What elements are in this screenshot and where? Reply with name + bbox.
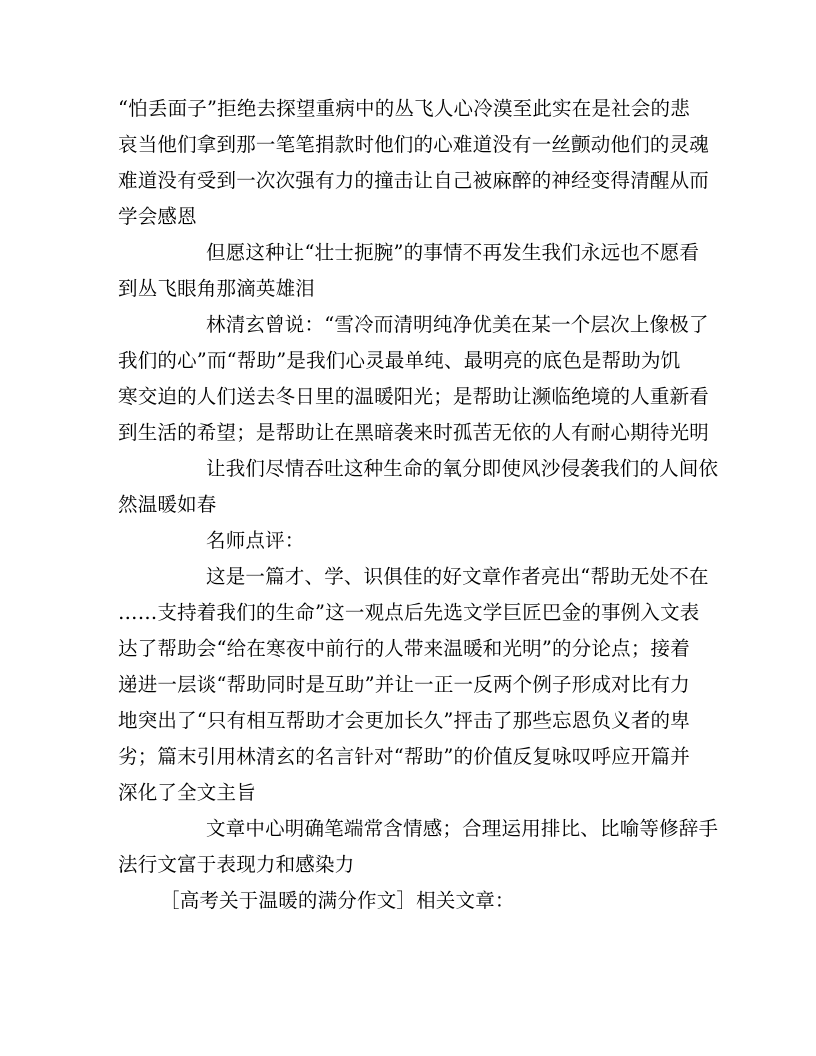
paragraph-start-line: 这是一篇才、学、识俱佳的好文章作者亮出“帮助无处不在 [206,565,709,588]
body-text-line: 劣；篇末引用林清玄的名言针对“帮助”的价值反复咏叹呼应开篇并 [118,745,690,768]
body-text-line: 寒交迫的人们送去冬日里的温暖阳光；是帮助让濒临绝境的人重新看 [118,385,710,408]
body-text-line: 法行文富于表现力和感染力 [118,853,355,876]
body-text-line: 哀当他们拿到那一笔笔捐款时他们的心难道没有一丝颤动他们的灵魂 [118,133,710,156]
paragraph-start-line: 但愿这种让“壮士扼腕”的事情不再发生我们永远也不愿看 [206,241,700,264]
related-articles-heading: ［高考关于温暖的满分作文］相关文章： [160,889,515,912]
body-text-line: 到生活的希望；是帮助让在黑暗袭来时孤苦无依的人有耐心期待光明 [118,421,710,444]
body-text-line: ……支持着我们的生命”这一观点后先选文学巨匠巴金的事例入文表 [118,601,700,624]
body-text-line: 递进一层谈“帮助同时是互助”并让一正一反两个例子形成对比有力 [118,673,690,696]
body-text-line: 然温暖如春 [118,493,217,516]
body-text-line: 学会感恩 [118,205,197,228]
body-text-line: 达了帮助会“给在寒夜中前行的人带来温暖和光明”的分论点；接着 [118,637,690,660]
paragraph-start-line: 文章中心明确笔端常含情感；合理运用排比、比喻等修辞手 [206,817,719,840]
body-text-line: “怕丢面子”拒绝去探望重病中的丛飞人心冷漠至此实在是社会的悲 [118,97,690,120]
body-text-line: 我们的心”而“帮助”是我们心灵最单纯、最明亮的底色是帮助为饥 [118,349,681,372]
paragraph-start-line: 让我们尽情吞吐这种生命的氧分即使风沙侵袭我们的人间依 [206,457,719,480]
paragraph-start-line: 林清玄曾说：“雪冷而清明纯净优美在某一个层次上像极了 [206,313,709,336]
body-text-line: 难道没有受到一次次强有力的撞击让自己被麻醉的神经变得清醒从而 [118,169,710,192]
body-text-line: 到丛飞眼角那滴英雄泪 [118,277,316,300]
body-text-line: 深化了全文主旨 [118,781,256,804]
body-text-line: 地突出了“只有相互帮助才会更加长久”抨击了那些忘恩负义者的卑 [118,709,690,732]
section-label: 名师点评： [206,529,305,552]
